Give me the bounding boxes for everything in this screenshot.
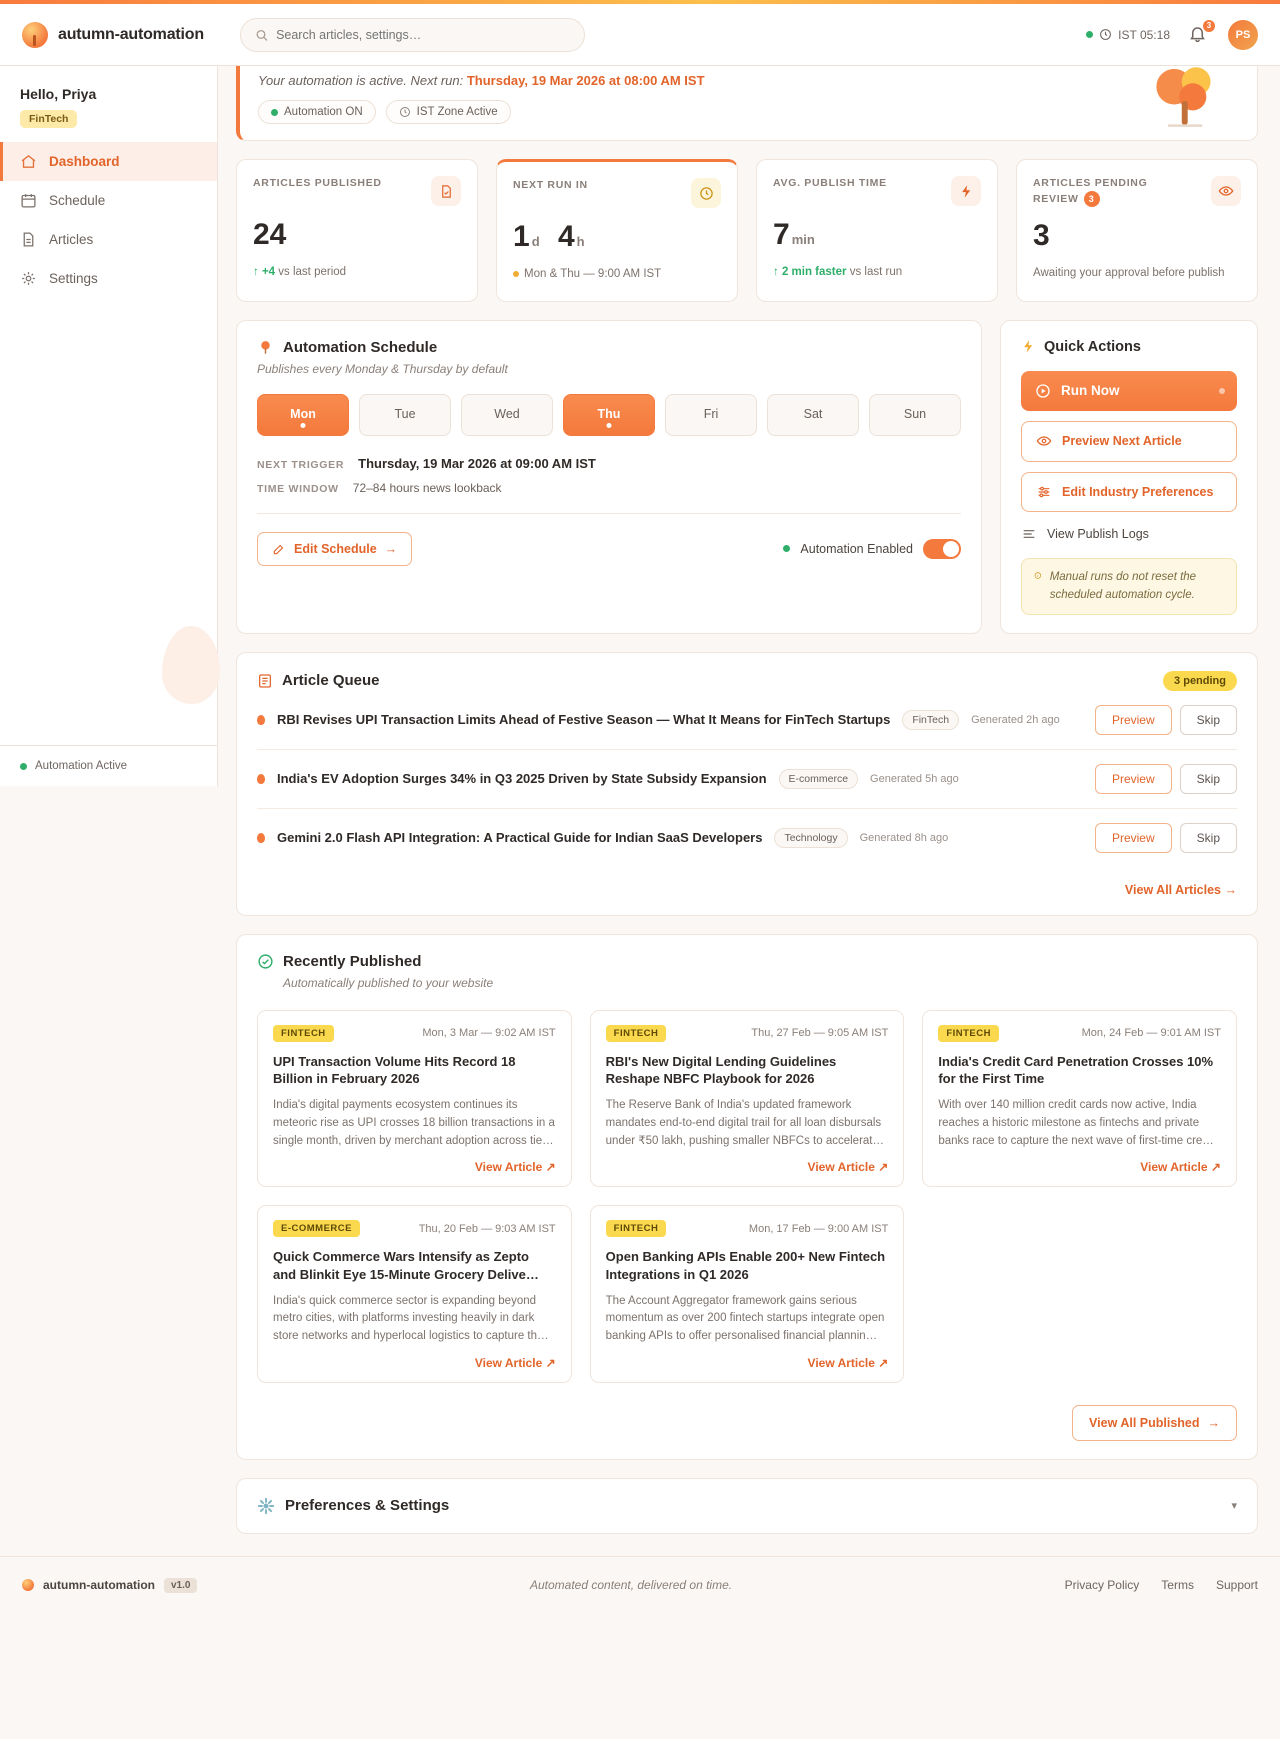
hero-text xyxy=(258,73,1237,88)
note-text: Manual runs do not reset the scheduled automation cycle. xyxy=(1049,571,1197,601)
queue-row-category: Technology xyxy=(774,828,847,848)
pill-automation-on[interactable] xyxy=(258,100,376,124)
brand[interactable] xyxy=(22,22,222,48)
queue-row-category: E-commerce xyxy=(779,769,859,789)
published-grid-empty-slot xyxy=(922,1205,1237,1383)
footer-link-terms[interactable]: Terms xyxy=(1161,1578,1194,1593)
published-excerpt: India's digital payments ecosystem continues its meteoric rise as UPI crosses 18 billion transactions in a single month, driven by merchant adoption across tie… xyxy=(273,1099,555,1147)
published-title-text: India's Credit Card Penetration Crosses 10% for the First Time xyxy=(938,1053,1214,1087)
footer-tagline: Automated content, delivered on time. xyxy=(529,1578,733,1593)
published-card[interactable] xyxy=(590,1010,905,1188)
view-article-link[interactable]: View Article ↗ xyxy=(474,1160,556,1175)
top-bar xyxy=(0,4,1280,66)
stat-value: 3 xyxy=(1033,219,1050,253)
avatar[interactable]: PS xyxy=(1228,20,1258,50)
check-circle-icon xyxy=(257,953,274,970)
published-card[interactable] xyxy=(257,1205,572,1383)
sidebar xyxy=(0,66,218,786)
view-publish-logs-link[interactable] xyxy=(1021,526,1237,542)
footer-links xyxy=(1065,1578,1258,1592)
clock-icon xyxy=(691,178,721,208)
next-trigger-value: Thursday, 19 Mar 2026 at 09:00 AM IST xyxy=(358,455,596,471)
clock-label: IST 05:18 xyxy=(1118,27,1170,42)
next-trigger-row xyxy=(257,456,961,471)
sidebar-greeting xyxy=(0,86,217,142)
published-grid xyxy=(257,1010,1237,1383)
view-all-published-label: View All Published xyxy=(1089,1415,1200,1430)
eye-icon xyxy=(1211,176,1241,206)
status-dot-icon xyxy=(1219,388,1225,394)
eye-icon xyxy=(1036,433,1052,449)
preview-button[interactable]: Preview xyxy=(1095,764,1172,794)
hero-pills xyxy=(258,100,1237,124)
stat-sub xyxy=(513,266,721,283)
published-excerpt: The Reserve Bank of India's updated framework mandates end-to-end digital trail for all loan disbursals under ₹50 lakh, pushing smaller NBFCs to accelerat… xyxy=(605,1099,884,1147)
info-icon xyxy=(1034,569,1042,582)
footer-link-support[interactable]: Support xyxy=(1215,1578,1258,1593)
article-queue-card xyxy=(236,652,1258,916)
stat-card-articles-published xyxy=(236,159,478,302)
footer-brand-label: autumn-automation xyxy=(43,1578,155,1593)
status-dot-icon xyxy=(20,763,27,770)
edit-schedule-label: Edit Schedule xyxy=(294,541,377,556)
view-article-link[interactable]: View Article ↗ xyxy=(807,1160,889,1175)
active-dot-icon xyxy=(607,423,612,428)
clock-icon xyxy=(399,106,411,118)
list-icon xyxy=(1021,526,1037,542)
stat-value: 24 xyxy=(253,218,287,251)
sliders-icon xyxy=(1036,484,1052,500)
published-subtitle: Automatically published to your website xyxy=(283,975,494,990)
queue-row-actions xyxy=(1095,823,1237,853)
time-window-label: TIME WINDOW xyxy=(257,482,339,495)
leaf-icon xyxy=(257,339,274,356)
preview-next-article-button[interactable] xyxy=(1021,421,1237,462)
queue-row xyxy=(257,809,1237,867)
queue-header xyxy=(257,671,1237,691)
external-link-icon: ↗ xyxy=(1210,1160,1221,1175)
stat-sub-rest: vs last period xyxy=(278,266,347,278)
preview-next-label: Preview Next Article xyxy=(1062,433,1182,448)
queue-row-title[interactable]: RBI Revises UPI Transaction Limits Ahead of Festive Season — What It Means for FinTech Startups xyxy=(277,712,891,728)
recently-published-card xyxy=(236,934,1258,1460)
published-date: Thu, 20 Feb — 9:03 AM IST xyxy=(418,1222,556,1235)
search-input[interactable] xyxy=(276,28,570,42)
day-sun[interactable]: Sun xyxy=(869,394,961,436)
divider xyxy=(257,513,961,514)
skip-button[interactable]: Skip xyxy=(1180,764,1237,794)
queue-row-time: Generated 2h ago xyxy=(971,713,1060,726)
stat-label: ARTICLES PUBLISHED xyxy=(253,177,382,189)
edit-schedule-button[interactable] xyxy=(257,532,412,566)
published-category: FINTECH xyxy=(938,1025,999,1042)
external-link-icon: ↗ xyxy=(545,1160,556,1175)
stat-label: NEXT RUN IN xyxy=(513,179,588,191)
arrow-right-icon: → xyxy=(384,541,398,556)
clock-status xyxy=(1086,28,1170,42)
day-wed[interactable]: Wed xyxy=(461,394,553,436)
published-category: FINTECH xyxy=(606,1025,667,1042)
stat-sub-rest: vs last run xyxy=(849,266,903,278)
green-dot-icon xyxy=(783,545,790,552)
stat-days-value: 1 xyxy=(513,220,530,253)
published-title-text: UPI Transaction Volume Hits Record 18 Billion in February 2026 xyxy=(273,1053,516,1087)
published-excerpt: The Account Aggregator framework gains serious momentum as over 200 fintech startups integrate open banking APIs to offer personalised financial plannin… xyxy=(605,1294,885,1343)
gear-icon xyxy=(257,1497,275,1515)
footer-link-privacy[interactable]: Privacy Policy xyxy=(1064,1578,1140,1593)
stat-value-countdown xyxy=(513,220,721,254)
stat-label: ARTICLES PENDING REVIEW 3 xyxy=(1033,176,1173,207)
published-title-text: RBI's New Digital Lending Guidelines Reshape NBFC Playbook for 2026 xyxy=(605,1053,837,1087)
run-now-button[interactable] xyxy=(1021,371,1237,411)
external-link-icon: ↗ xyxy=(878,1355,889,1370)
queue-pending-badge: 3 pending xyxy=(1163,671,1237,691)
published-category: FINTECH xyxy=(273,1025,334,1042)
published-date: Mon, 17 Feb — 9:00 AM IST xyxy=(748,1222,889,1235)
calendar-icon xyxy=(20,192,37,209)
quick-actions-card xyxy=(1000,320,1258,634)
schedule-title: Automation Schedule xyxy=(283,338,438,356)
queue-row-time: Generated 8h ago xyxy=(859,831,949,844)
search-icon xyxy=(255,28,268,42)
document-icon xyxy=(20,231,37,248)
stat-delta: ↑ 2 min faster xyxy=(773,266,847,278)
day-selector xyxy=(257,394,961,436)
pencil-icon xyxy=(272,542,286,556)
chevron-down-icon[interactable]: ▾ xyxy=(1231,1500,1237,1513)
automation-toggle-label: Automation Enabled xyxy=(800,541,913,556)
stat-sub-rest: Awaiting your approval before publish xyxy=(1033,267,1225,280)
time-window-row xyxy=(257,481,961,495)
view-logs-label: View Publish Logs xyxy=(1047,527,1149,542)
hero-next-run: Thursday, 19 Mar 2026 at 08:00 AM IST xyxy=(466,73,705,88)
arrow-right-icon: → xyxy=(1207,1415,1220,1430)
green-dot-icon xyxy=(271,109,278,116)
notifications-button[interactable] xyxy=(1188,20,1212,46)
stat-delta: ↑ +4 xyxy=(253,266,276,278)
bolt-icon xyxy=(1021,339,1036,354)
leaf-dot-icon xyxy=(257,774,265,784)
sidebar-item-articles[interactable] xyxy=(0,220,217,259)
notification-count-badge: 3 xyxy=(1203,20,1215,32)
queue-row-actions xyxy=(1095,705,1237,735)
bolt-icon xyxy=(951,176,981,206)
autumn-tree-icon xyxy=(1143,63,1229,129)
queue-row-title[interactable]: India's EV Adoption Surges 34% in Q3 2025 Driven by State Subsidy Expansion xyxy=(277,771,767,787)
skip-button[interactable]: Skip xyxy=(1180,823,1237,853)
published-title-text: Quick Commerce Wars Intensify as Zepto and Blinkit Eye 15-Minute Grocery Delive… xyxy=(273,1249,539,1282)
published-title-row xyxy=(257,953,1237,970)
published-date: Thu, 27 Feb — 9:05 AM IST xyxy=(751,1027,889,1040)
queue-row xyxy=(257,750,1237,809)
stat-hours-value: 4 xyxy=(557,220,575,253)
queue-title: Article Queue xyxy=(282,672,380,690)
queue-icon xyxy=(257,673,273,689)
skip-button[interactable]: Skip xyxy=(1180,705,1237,735)
sidebar-status-label: Automation Active xyxy=(35,760,128,772)
sidebar-item-label: Articles xyxy=(49,232,94,247)
leaf-dot-icon xyxy=(257,833,265,843)
sidebar-item-settings[interactable] xyxy=(0,259,217,298)
stat-value: 7 min xyxy=(773,218,815,251)
sidebar-item-label: Settings xyxy=(49,271,98,286)
stat-hours-unit: h xyxy=(576,234,585,249)
document-check-icon xyxy=(431,176,461,206)
quick-actions-title: Quick Actions xyxy=(1044,338,1141,355)
stat-sub xyxy=(253,264,461,281)
hero-banner xyxy=(236,56,1258,141)
stat-sub-rest: Mon & Thu — 9:00 AM IST xyxy=(524,268,662,280)
queue-title-row xyxy=(257,672,380,689)
day-mon[interactable]: Mon xyxy=(257,394,349,436)
view-all-articles-label: View All Articles xyxy=(1124,882,1222,897)
view-article-link[interactable]: View Article ↗ xyxy=(807,1355,889,1370)
sidebar-status xyxy=(0,745,217,786)
preferences-section[interactable] xyxy=(236,1478,1258,1534)
active-dot-icon xyxy=(301,423,306,428)
industry-tag: FinTech xyxy=(20,110,77,128)
online-dot-icon xyxy=(1086,31,1093,38)
pill-timezone[interactable] xyxy=(386,100,511,124)
edit-industry-preferences-button[interactable] xyxy=(1021,472,1237,513)
main-content xyxy=(218,66,1280,1556)
stat-card-pending-review xyxy=(1016,159,1258,302)
footer-brand xyxy=(22,1578,197,1593)
sidebar-item-schedule[interactable] xyxy=(0,181,217,220)
search-box[interactable] xyxy=(240,18,585,52)
schedule-footer xyxy=(257,532,961,566)
greeting-text: Hello, Priya xyxy=(20,86,97,102)
schedule-title-row xyxy=(257,339,961,356)
day-fri[interactable]: Fri xyxy=(665,394,757,436)
external-link-icon: ↗ xyxy=(545,1355,556,1370)
view-all-articles-link[interactable] xyxy=(257,883,1237,897)
queue-row xyxy=(257,691,1237,750)
clock-icon xyxy=(1099,28,1112,41)
leaf-dot-icon xyxy=(257,715,265,725)
pill-automation-label: Automation ON xyxy=(284,106,363,118)
published-card[interactable] xyxy=(590,1205,905,1383)
day-thu[interactable]: Thu xyxy=(563,394,655,436)
logo-icon xyxy=(22,22,48,48)
automation-toggle[interactable] xyxy=(923,539,961,559)
queue-row-time: Generated 5h ago xyxy=(870,772,959,785)
stat-card-avg-publish-time xyxy=(756,159,998,302)
brand-name: autumn-automation xyxy=(58,25,204,43)
decorative-blob xyxy=(162,626,220,704)
run-now-label: Run Now xyxy=(1061,383,1120,399)
published-title-text: Open Banking APIs Enable 200+ New Fintech Integrations in Q1 2026 xyxy=(605,1249,886,1282)
stat-sub xyxy=(773,264,981,281)
published-card[interactable] xyxy=(922,1010,1237,1188)
automation-toggle-group[interactable] xyxy=(783,539,961,559)
time-window-value: 72–84 hours news lookback xyxy=(352,480,502,495)
pending-count-badge: 3 xyxy=(1084,191,1100,207)
published-footer xyxy=(257,1405,1237,1441)
sidebar-item-dashboard[interactable] xyxy=(0,142,217,181)
automation-schedule-card xyxy=(236,320,982,634)
pill-timezone-label: IST Zone Active xyxy=(416,106,498,118)
manual-run-note xyxy=(1021,558,1237,615)
sidebar-item-label: Dashboard xyxy=(49,154,120,169)
sidebar-item-label: Schedule xyxy=(49,193,106,208)
stat-cards xyxy=(236,159,1258,302)
stat-card-next-run xyxy=(496,159,738,302)
queue-row-category: FinTech xyxy=(902,710,959,730)
edit-prefs-label: Edit Industry Preferences xyxy=(1062,484,1214,499)
version-badge: v1.0 xyxy=(164,1578,197,1593)
published-title: Recently Published xyxy=(283,952,422,970)
amber-dot-icon xyxy=(513,271,519,277)
day-sat[interactable]: Sat xyxy=(767,394,859,436)
gear-icon xyxy=(20,270,37,287)
home-icon xyxy=(20,153,37,170)
day-tue[interactable]: Tue xyxy=(359,394,451,436)
schedule-and-actions xyxy=(236,320,1258,634)
queue-row-title[interactable]: Gemini 2.0 Flash API Integration: A Practical Guide for Indian SaaS Developers xyxy=(277,830,763,846)
stat-days-unit: d xyxy=(531,234,540,249)
preview-button[interactable]: Preview xyxy=(1095,705,1172,735)
preview-button[interactable]: Preview xyxy=(1095,823,1172,853)
published-category: FINTECH xyxy=(606,1220,667,1237)
page-footer xyxy=(0,1556,1280,1614)
quick-actions-title-row xyxy=(1021,339,1237,355)
logo-icon xyxy=(22,1579,34,1591)
next-trigger-label: NEXT TRIGGER xyxy=(257,458,345,471)
arrow-right-icon: → xyxy=(1224,882,1237,897)
published-excerpt: India's quick commerce sector is expanding beyond metro cities, with platforms investing heavily in dark store networks and hyperlocal logistics to capture th… xyxy=(273,1294,549,1343)
view-article-link[interactable]: View Article ↗ xyxy=(474,1355,556,1370)
published-date: Mon, 3 Mar — 9:02 AM IST xyxy=(422,1027,556,1040)
queue-row-actions xyxy=(1095,764,1237,794)
view-all-published-button[interactable] xyxy=(1072,1405,1237,1441)
preferences-title: Preferences & Settings xyxy=(285,1497,450,1515)
play-circle-icon xyxy=(1035,383,1051,399)
preferences-title-row xyxy=(257,1497,449,1515)
view-article-link[interactable]: View Article ↗ xyxy=(1140,1160,1221,1175)
published-category: E-COMMERCE xyxy=(273,1220,360,1237)
published-card[interactable] xyxy=(257,1010,572,1188)
published-date: Mon, 24 Feb — 9:01 AM IST xyxy=(1081,1027,1221,1040)
schedule-subtitle: Publishes every Monday & Thursday by default xyxy=(257,361,508,376)
stat-label: AVG. PUBLISH TIME xyxy=(773,177,887,189)
hero-prefix: Your automation is active. Next run: xyxy=(258,73,467,88)
published-excerpt: With over 140 million credit cards now active, India reaches a historic milestone as fintechs and private banks race to capture the next wave of first-time cre… xyxy=(938,1099,1214,1147)
external-link-icon: ↗ xyxy=(878,1160,889,1175)
